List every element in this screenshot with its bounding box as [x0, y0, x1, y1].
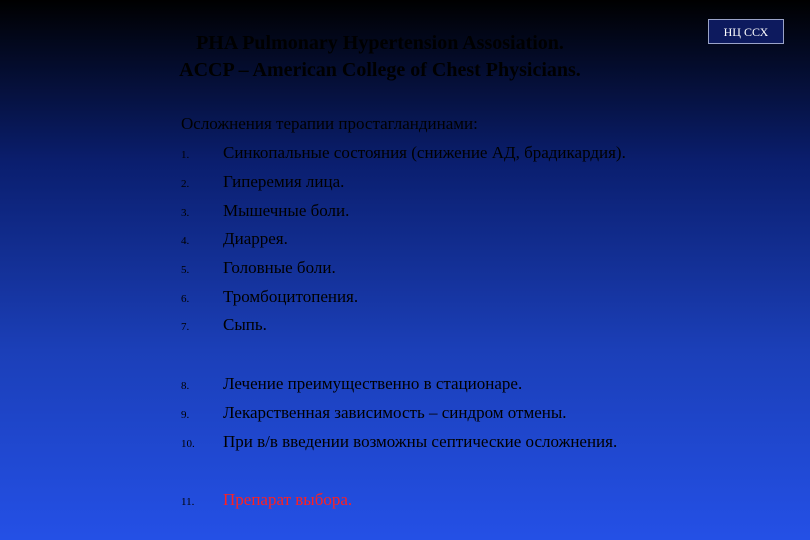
item-text: Диаррея.: [223, 229, 288, 248]
item-text: Головные боли.: [223, 258, 336, 277]
item-number: 7.: [181, 321, 190, 333]
item-number: 11.: [181, 496, 195, 508]
item-number: 1.: [181, 149, 190, 161]
list-item: [181, 374, 522, 396]
item-number: 8.: [181, 380, 190, 392]
list-item: [181, 315, 267, 337]
slide-title: [120, 30, 640, 84]
item-text: При в/в введении возможны септические осложнения.: [223, 432, 618, 451]
item-number: 6.: [181, 293, 190, 305]
list-item: [181, 201, 349, 223]
item-text: Лечение преимущественно в стационаре.: [223, 374, 523, 393]
org-badge: НЦ ССХ: [708, 19, 784, 44]
list-item: [181, 287, 358, 309]
item-text: Сыпь.: [223, 315, 267, 334]
item-text: Лекарственная зависимость – синдром отмены.: [223, 403, 567, 422]
item-number: 5.: [181, 264, 190, 276]
list-item: [181, 143, 626, 165]
item-number: 3.: [181, 207, 190, 219]
list-item: [181, 258, 336, 280]
item-text-highlight: Препарат выбора.: [223, 490, 353, 509]
item-number: 9.: [181, 409, 190, 421]
title-line-1: PHA Pulmonary Hypertension Assosiation.: [196, 32, 564, 54]
list-intro: Осложнения терапии простагландинами:: [181, 114, 478, 133]
item-text: Мышечные боли.: [223, 201, 350, 220]
list-item: [181, 172, 344, 194]
title-line-2: ACCP – American College of Chest Physicians.: [179, 59, 581, 81]
list-item: [181, 229, 288, 251]
list-item: [181, 432, 617, 454]
list-item: [181, 403, 567, 425]
list-item-highlight: [181, 490, 352, 512]
item-text: Тромбоцитопения.: [223, 287, 359, 306]
item-text: Гиперемия лица.: [223, 172, 345, 191]
item-text: Синкопальные состояния (снижение АД, брадикардия).: [223, 143, 626, 162]
item-number: 4.: [181, 235, 190, 247]
item-number: 2.: [181, 178, 190, 190]
item-number: 10.: [181, 438, 195, 450]
